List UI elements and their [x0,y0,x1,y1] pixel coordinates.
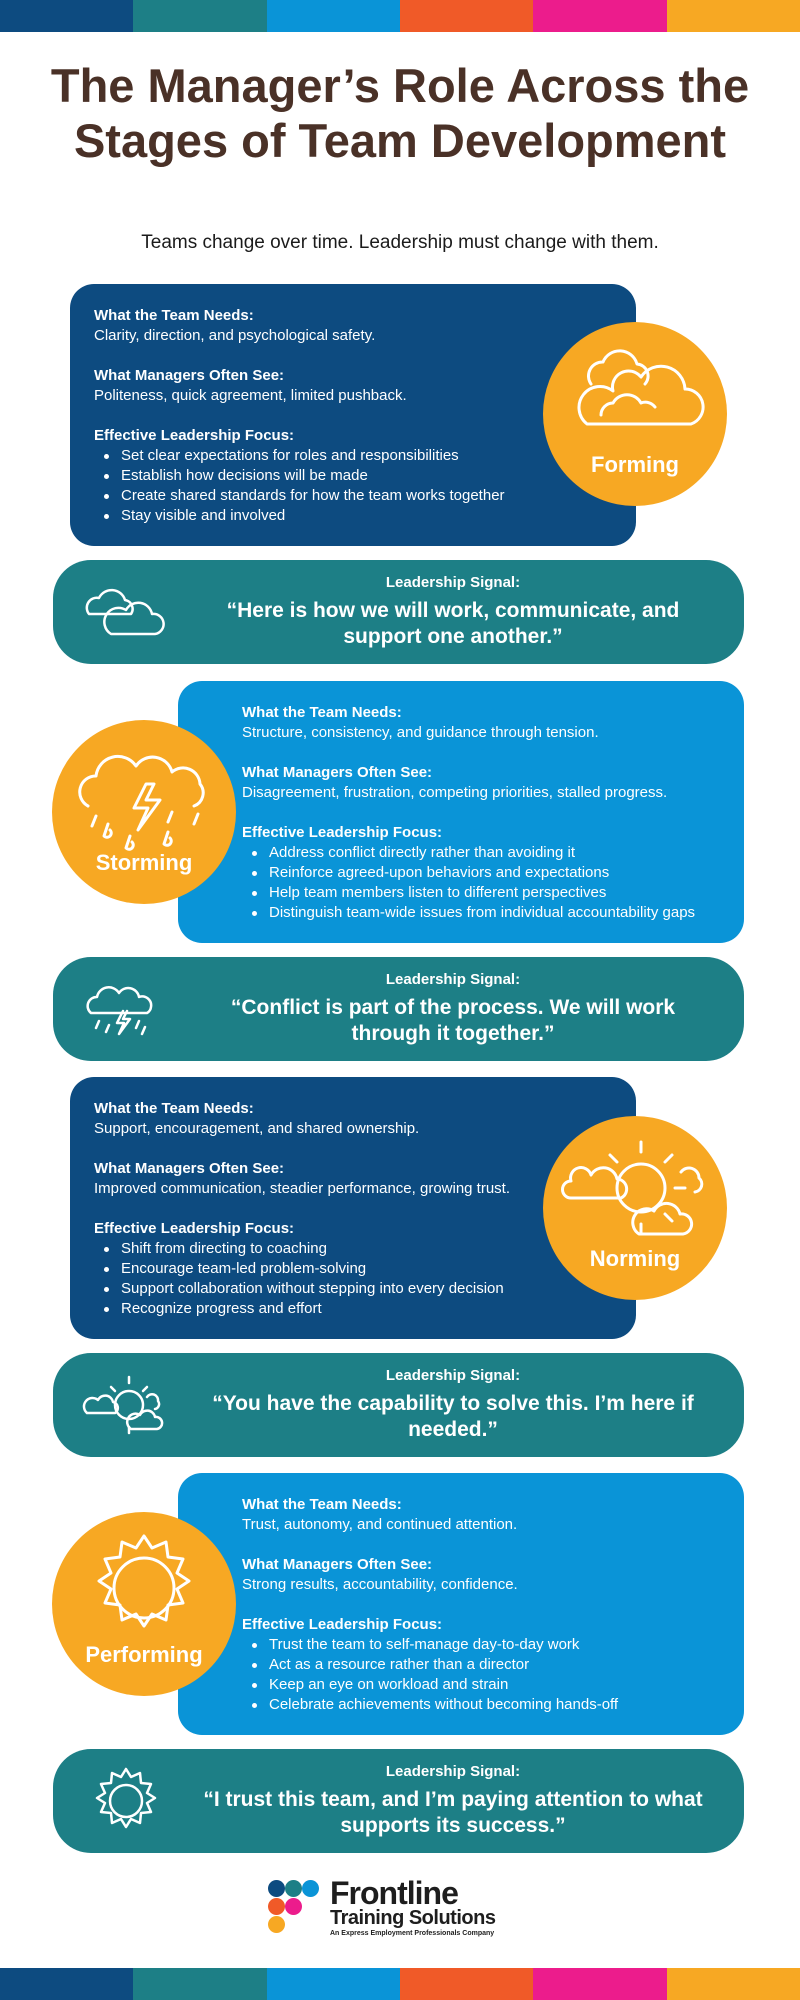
bottom-color-bar [0,1968,800,2000]
signal-label: Leadership Signal: [385,971,521,988]
logo-dots [266,1880,322,1940]
stage-badge-storming [52,720,236,904]
top-color-bar [0,0,800,32]
storm-cloud-icon [52,720,236,904]
focus-item: Stay visible and involved [94,506,612,526]
leadership-signal-performing [53,1749,744,1853]
focus-item: Create shared standards for how the team works together [94,486,612,506]
stage-name: Storming [95,850,193,875]
color-segment [267,0,400,32]
sees-text: Politeness, quick agreement, limited pushback. [94,387,407,404]
signal-quote: “Here is how we will work, communicate, and support one another.” [226,599,680,648]
focus-item: Celebrate achievements without becoming hands-off [242,1695,720,1715]
focus-item: Shift from directing to coaching [94,1239,612,1259]
sees-heading: What Managers Often See: [94,1160,285,1177]
company-logo [266,1876,536,1942]
color-segment [667,0,800,32]
focus-list [94,446,612,526]
focus-item: Reinforce agreed-upon behaviors and expectations [242,863,720,883]
focus-heading: Effective Leadership Focus: [94,1220,295,1237]
color-segment [267,1968,400,2000]
needs-text: Clarity, direction, and psychological safety. [94,327,376,344]
color-segment [533,1968,666,2000]
logo-dot [302,1880,319,1897]
sees-text: Disagreement, frustration, competing priorities, stalled progress. [242,784,668,801]
focus-item: Help team members listen to different perspectives [242,883,720,903]
sun-icon [52,1512,236,1696]
color-segment [0,1968,133,2000]
needs-heading: What the Team Needs: [242,1496,402,1513]
stage-name: Forming [591,452,679,477]
logo-dot [268,1916,285,1933]
focus-list [94,1239,612,1319]
signal-quote: “You have the capability to solve this. I’m here if needed.” [212,1392,694,1441]
stage-badge-performing [52,1512,236,1696]
focus-heading: Effective Leadership Focus: [94,427,295,444]
focus-item: Act as a resource rather than a director [242,1655,720,1675]
focus-item: Establish how decisions will be made [94,466,612,486]
stage-card-performing [178,1473,744,1735]
sees-heading: What Managers Often See: [242,1556,433,1573]
focus-item: Support collaboration without stepping into every decision [94,1279,612,1299]
sees-text: Improved communication, steadier performance, growing trust. [94,1180,511,1197]
page-title: The Manager’s Role Across the Stages of Team Development [50,59,750,167]
focus-item: Encourage team-led problem-solving [94,1259,612,1279]
needs-text: Trust, autonomy, and continued attention. [242,1516,518,1533]
logo-dot [268,1880,285,1897]
sees-text: Strong results, accountability, confidence. [242,1576,518,1593]
signal-label: Leadership Signal: [385,574,521,591]
sun-cloud-icon [81,1367,171,1443]
color-segment [400,0,533,32]
focus-item: Address conflict directly rather than avoiding it [242,843,720,863]
page-subtitle: Teams change over time. Leadership must change with them. [141,232,659,253]
leadership-signal-forming [53,560,744,664]
focus-item: Distinguish team-wide issues from individual accountability gaps [242,903,720,923]
signal-label: Leadership Signal: [385,1367,521,1384]
needs-text: Support, encouragement, and shared ownership. [94,1120,420,1137]
sun-icon [81,1763,171,1839]
signal-label: Leadership Signal: [385,1763,521,1780]
focus-item: Recognize progress and effort [94,1299,612,1319]
logo-dot [268,1898,285,1915]
cloud-icon [543,322,727,506]
leadership-signal-storming [53,957,744,1061]
focus-item: Keep an eye on workload and strain [242,1675,720,1695]
logo-dot [285,1880,302,1897]
color-segment [133,0,266,32]
needs-heading: What the Team Needs: [242,704,402,721]
logo-tagline: An Express Employment Professionals Company [330,1930,495,1937]
stage-name: Norming [589,1246,681,1271]
focus-item: Trust the team to self-manage day-to-day work [242,1635,720,1655]
signal-quote: “Conflict is part of the process. We will work through it together.” [230,996,676,1045]
stage-name: Performing [85,1642,203,1667]
focus-item: Set clear expectations for roles and responsibilities [94,446,612,466]
focus-list [242,1635,720,1715]
sees-heading: What Managers Often See: [94,367,285,384]
color-segment [533,0,666,32]
needs-text: Structure, consistency, and guidance through tension. [242,724,599,741]
logo-dot [285,1898,302,1915]
stage-badge-norming [543,1116,727,1300]
logo-wordmark-line2: Training Solutions [330,1907,496,1929]
leadership-signal-norming [53,1353,744,1457]
color-segment [400,1968,533,2000]
color-segment [133,1968,266,2000]
focus-heading: Effective Leadership Focus: [242,824,443,841]
color-segment [0,0,133,32]
sun-cloud-icon [543,1116,727,1300]
focus-list [242,843,720,923]
focus-heading: Effective Leadership Focus: [242,1616,443,1633]
needs-heading: What the Team Needs: [94,307,254,324]
stage-badge-forming [543,322,727,506]
color-segment [667,1968,800,2000]
storm-cloud-icon [81,971,171,1047]
sees-heading: What Managers Often See: [242,764,433,781]
cloud-icon [81,574,171,650]
needs-heading: What the Team Needs: [94,1100,254,1117]
stage-card-storming [178,681,744,943]
logo-wordmark: Frontline [330,1875,458,1911]
signal-quote: “I trust this team, and I’m paying attention to what supports its success.” [203,1788,703,1837]
